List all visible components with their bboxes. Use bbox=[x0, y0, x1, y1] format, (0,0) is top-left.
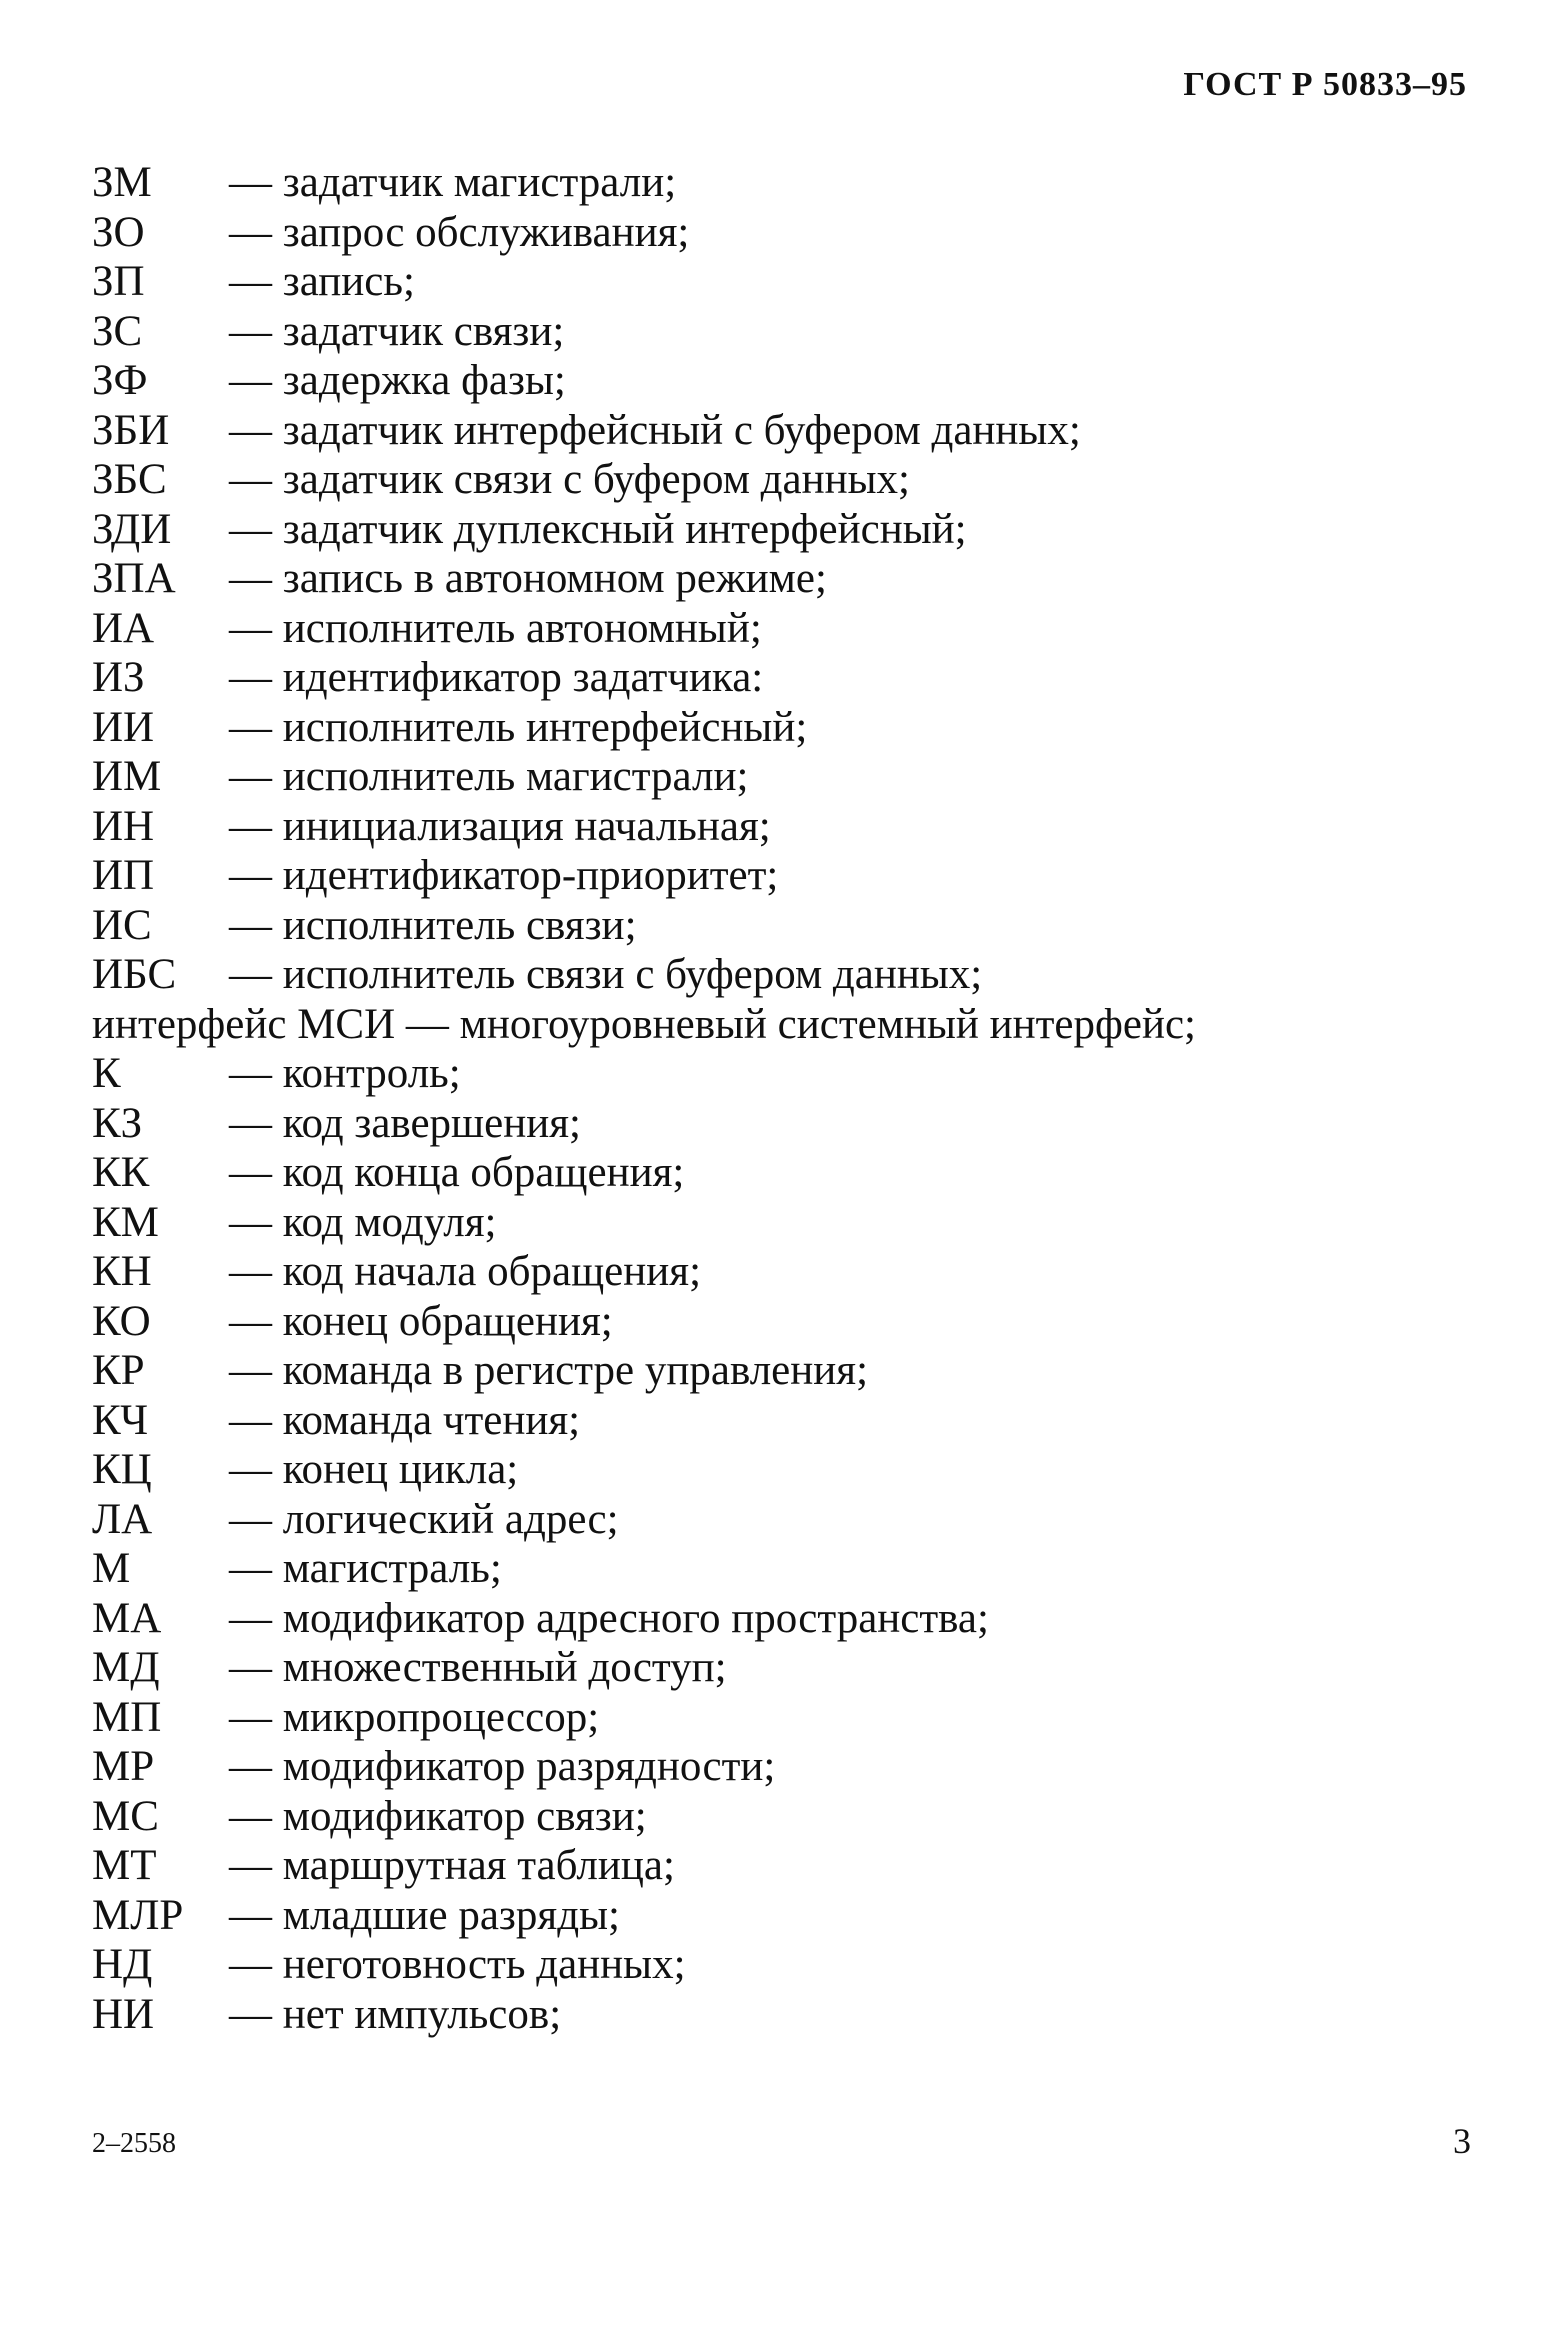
definition: — запись в автономном режиме; bbox=[229, 555, 827, 602]
abbreviation: МТ bbox=[92, 1842, 157, 1889]
abbreviation: МР bbox=[92, 1743, 155, 1790]
abbreviation: ЗПА bbox=[92, 555, 176, 602]
definition: — команда в регистре управления; bbox=[229, 1347, 869, 1394]
list-item bbox=[92, 307, 1472, 357]
abbreviation-list bbox=[92, 158, 1472, 2039]
list-item bbox=[92, 455, 1472, 505]
definition: — код модуля; bbox=[229, 1198, 497, 1246]
definition: — магистраль; bbox=[229, 1545, 502, 1592]
abbreviation: ЗС bbox=[92, 307, 143, 355]
abbreviation: КМ bbox=[92, 1198, 159, 1246]
list-item bbox=[92, 1693, 1472, 1743]
list-item bbox=[92, 257, 1472, 307]
list-item bbox=[92, 901, 1472, 951]
abbreviation: ИП bbox=[92, 852, 155, 899]
abbreviation: ЗБС bbox=[92, 456, 167, 503]
list-item bbox=[92, 1049, 1472, 1099]
list-item bbox=[92, 1940, 1472, 1990]
list-item bbox=[92, 950, 1472, 1000]
page-number: 3 bbox=[1453, 2121, 1471, 2161]
definition: — код начала обращения; bbox=[229, 1248, 702, 1295]
print-code: 2–2558 bbox=[92, 2128, 176, 2159]
abbreviation: интерфейс МСИ bbox=[92, 1000, 396, 1048]
abbreviation: ЛА bbox=[92, 1495, 153, 1543]
abbreviation: ИМ bbox=[92, 753, 162, 800]
abbreviation: НД bbox=[92, 1941, 153, 1988]
definition: — идентификатор задатчика: bbox=[229, 654, 764, 701]
definition: — инициализация начальная; bbox=[229, 802, 771, 850]
definition: — нет импульсов; bbox=[229, 1990, 562, 2038]
abbreviation: МП bbox=[92, 1693, 162, 1741]
list-item bbox=[92, 1544, 1472, 1594]
definition: — задержка фазы; bbox=[229, 357, 566, 404]
list-item bbox=[92, 208, 1472, 258]
list-item bbox=[92, 505, 1472, 555]
abbreviation: КН bbox=[92, 1248, 152, 1295]
abbreviation: ИЗ bbox=[92, 654, 145, 701]
abbreviation: ЗП bbox=[92, 258, 145, 305]
definition: — задатчик магистрали; bbox=[229, 159, 677, 206]
list-item bbox=[92, 851, 1472, 901]
abbreviation: КЧ bbox=[92, 1396, 149, 1444]
list-item bbox=[92, 752, 1472, 802]
abbreviation: НИ bbox=[92, 1990, 155, 2038]
definition: — исполнитель связи с буфером данных; bbox=[229, 951, 983, 998]
definition: — конец обращения; bbox=[229, 1297, 613, 1345]
list-item bbox=[92, 653, 1472, 703]
abbreviation: КЗ bbox=[92, 1099, 143, 1147]
list-item bbox=[92, 158, 1472, 208]
definition: — код конца обращения; bbox=[229, 1149, 685, 1196]
abbreviation: ЗО bbox=[92, 208, 145, 256]
definition: — многоуровневый системный интерфейс; bbox=[395, 1000, 1197, 1048]
definition: — микропроцессор; bbox=[229, 1693, 600, 1741]
definition: — контроль; bbox=[229, 1050, 461, 1097]
definition: — исполнитель интерфейсный; bbox=[229, 703, 808, 751]
abbreviation: ИБС bbox=[92, 951, 177, 998]
definition: — модификатор связи; bbox=[229, 1792, 647, 1840]
list-item bbox=[92, 1643, 1472, 1693]
abbreviation: МЛР bbox=[92, 1891, 184, 1939]
list-item bbox=[92, 1742, 1472, 1792]
abbreviation: МС bbox=[92, 1792, 159, 1840]
list-item bbox=[92, 554, 1472, 604]
list-item bbox=[92, 1445, 1472, 1495]
definition: — код завершения; bbox=[229, 1099, 581, 1147]
definition: — исполнитель автономный; bbox=[229, 604, 762, 652]
abbreviation: КК bbox=[92, 1149, 150, 1196]
definition: — неготовность данных; bbox=[229, 1941, 686, 1988]
list-item bbox=[92, 1841, 1472, 1891]
list-item bbox=[92, 1396, 1472, 1446]
abbreviation: КР bbox=[92, 1347, 145, 1394]
abbreviation: ИН bbox=[92, 802, 155, 850]
definition: — модификатор адресного пространства; bbox=[229, 1594, 989, 1642]
definition: — задатчик дуплексный интерфейсный; bbox=[229, 505, 967, 553]
list-item bbox=[92, 356, 1472, 406]
list-item bbox=[92, 604, 1472, 654]
abbreviation: ИС bbox=[92, 901, 152, 949]
definition: — конец цикла; bbox=[229, 1446, 519, 1493]
list-item bbox=[92, 703, 1472, 753]
abbreviation: ЗФ bbox=[92, 357, 148, 404]
definition: — идентификатор-приоритет; bbox=[229, 852, 779, 899]
abbreviation: КЦ bbox=[92, 1446, 152, 1493]
list-item bbox=[92, 802, 1472, 852]
definition: — исполнитель магистрали; bbox=[229, 753, 749, 800]
list-item bbox=[92, 1990, 1472, 2040]
abbreviation: ИА bbox=[92, 604, 155, 652]
list-item bbox=[92, 1297, 1472, 1347]
list-item bbox=[92, 1594, 1472, 1644]
list-item bbox=[92, 1247, 1472, 1297]
list-item bbox=[92, 1099, 1472, 1149]
abbreviation: К bbox=[92, 1050, 121, 1097]
definition: — задатчик интерфейсный с буфером данных; bbox=[229, 406, 1081, 454]
abbreviation: КО bbox=[92, 1297, 151, 1345]
definition: — логический адрес; bbox=[229, 1495, 619, 1543]
abbreviation: ИИ bbox=[92, 703, 155, 751]
abbreviation: ЗМ bbox=[92, 159, 152, 206]
abbreviation: М bbox=[92, 1545, 131, 1592]
definition: — запрос обслуживания; bbox=[229, 208, 690, 256]
abbreviation: МД bbox=[92, 1644, 160, 1691]
abbreviation: МА bbox=[92, 1594, 162, 1642]
definition: — исполнитель связи; bbox=[229, 901, 637, 949]
definition: — команда чтения; bbox=[229, 1396, 581, 1444]
list-item bbox=[92, 1148, 1472, 1198]
list-item bbox=[92, 1891, 1472, 1941]
list-item bbox=[92, 1346, 1472, 1396]
definition: — маршрутная таблица; bbox=[229, 1842, 675, 1889]
list-item bbox=[92, 1495, 1472, 1545]
list-item bbox=[92, 1000, 1472, 1050]
definition: — модификатор разрядности; bbox=[229, 1743, 776, 1790]
list-item bbox=[92, 1198, 1472, 1248]
definition: — задатчик связи с буфером данных; bbox=[229, 456, 911, 503]
definition: — запись; bbox=[229, 258, 415, 305]
document-code: ГОСТ Р 50833–95 bbox=[1183, 66, 1467, 103]
abbreviation: ЗБИ bbox=[92, 406, 170, 454]
definition: — множественный доступ; bbox=[229, 1644, 727, 1691]
definition: — задатчик связи; bbox=[229, 307, 565, 355]
list-item bbox=[92, 1792, 1472, 1842]
list-item bbox=[92, 406, 1472, 456]
definition: — младшие разряды; bbox=[229, 1891, 620, 1939]
abbreviation: ЗДИ bbox=[92, 505, 172, 553]
